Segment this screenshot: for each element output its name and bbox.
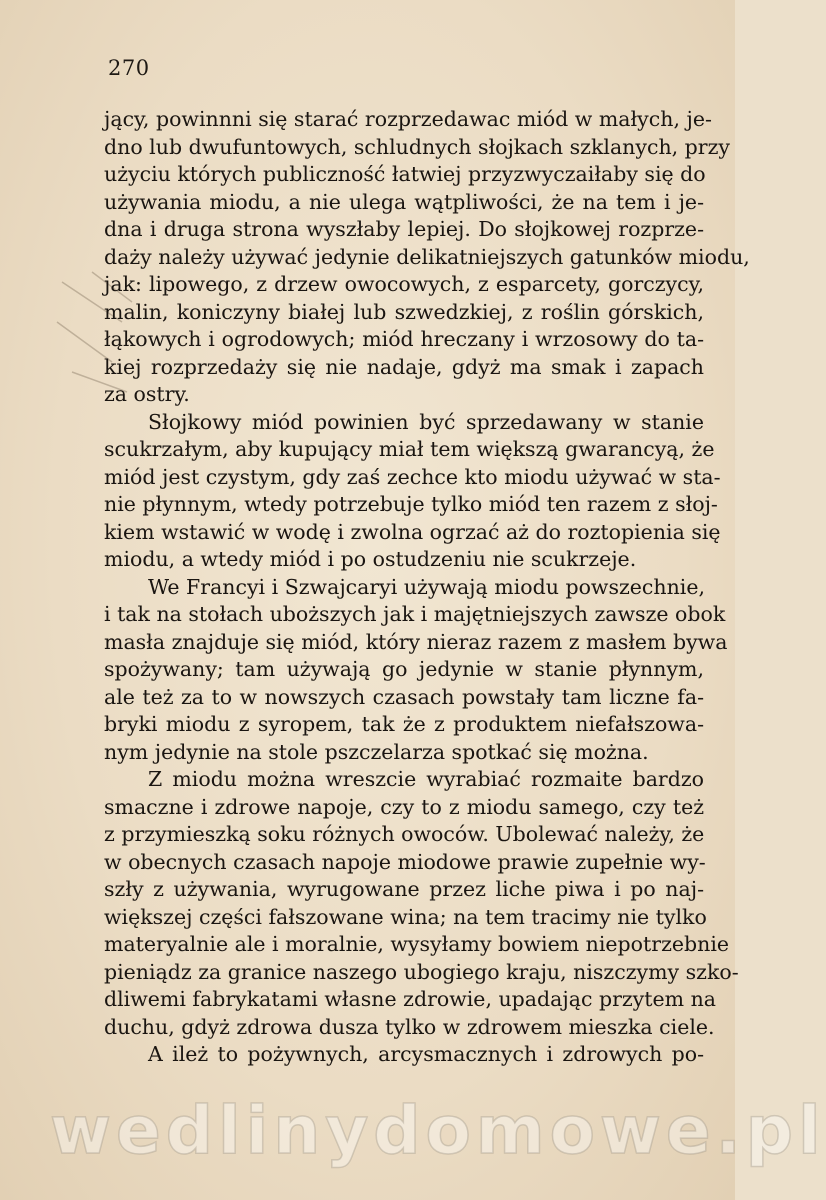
- text-line: materyalnie ale i moralnie, wysyłamy bowiem niepotrzebnie: [104, 932, 730, 956]
- text-line: jący, powinnni się starać rozprzedawac miód w małych, je-: [104, 107, 712, 131]
- body-text: [104, 106, 750, 1069]
- text-line: pieniądz za granice naszego ubogiego kraju, niszczymy szko-: [104, 959, 739, 984]
- text-line: w obecnych czasach napoje miodowe prawie zupełnie wy-: [104, 849, 706, 874]
- text-line: jak: lipowego, z drzew owocowych, z esparcety, gorczycy,: [104, 272, 704, 296]
- text-line: nie płynnym, wtedy potrzebuje tylko miód ten razem z słoj-: [104, 492, 718, 516]
- text-line: miodu, a wtedy miód i po ostudzeniu nie scukrzeje.: [104, 547, 637, 571]
- text-line: scukrzałym, aby kupujący miał tem większą gwarancyą, że: [104, 437, 715, 461]
- text-line: łąkowych i ogrodowych; miód hreczany i wrzosowy do ta-: [104, 327, 704, 351]
- text-line: i tak na stołach uboższych jak i majętniejszych zawsze obok: [104, 602, 726, 626]
- text-line: miód jest czystym, gdy zaś zechce kto miodu używać w sta-: [104, 464, 721, 489]
- text-line: We Francyi i Szwajcaryi używają miodu powszechnie,: [148, 574, 706, 599]
- text-line: większej części fałszowane wina; na tem tracimy nie tylko: [104, 904, 707, 929]
- text-line: ale też za to w nowszych czasach powstały tam liczne fa-: [104, 684, 704, 709]
- text-line: kiem wstawić w wodę i zwolna ogrzać aż do roztopienia się: [104, 519, 721, 544]
- text-line: smaczne i zdrowe napoje, czy to z miodu samego, czy też: [104, 794, 704, 819]
- text-line: spożywany; tam używają go jedynie w stanie płynnym,: [104, 657, 704, 681]
- text-line: malin, koniczyny białej lub szwedzkiej, z roślin górskich,: [104, 299, 704, 324]
- text-line: Z miodu można wreszcie wyrabiać rozmaite bardzo: [148, 767, 704, 791]
- text-line: bryki miodu z syropem, tak że z produktem niefałszowa-: [104, 712, 704, 736]
- text-line: dna i druga strona wyszłaby lepiej. Do słojkowej rozprze-: [104, 217, 704, 241]
- text-line: dno lub dwufuntowych, schludnych słojkach szklanych, przy: [104, 134, 730, 159]
- text-line: szły z używania, wyrugowane przez liche piwa i po naj-: [104, 877, 704, 901]
- text-line: A ileż to pożywnych, arcysmacznych i zdrowych po-: [148, 1042, 704, 1066]
- text-line: nym jedynie na stole pszczelarza spotkać się można.: [104, 739, 649, 764]
- text-line: kiej rozprzedaży się nie nadaje, gdyż ma smak i zapach: [104, 354, 704, 379]
- text-line: daży należy używać jedynie delikatniejszych gatunków miodu,: [104, 244, 750, 269]
- text-line: za ostry.: [104, 382, 190, 406]
- text-line: użyciu których publiczność łatwiej przyzwyczaiłaby się do: [104, 162, 706, 186]
- text-line: masła znajduje się miód, który nieraz razem z masłem bywa: [104, 629, 728, 654]
- text-line: duchu, gdyż zdrowa dusza tylko w zdrowem mieszka ciele.: [104, 1014, 715, 1039]
- watermark: wedlinydomowe.pl: [50, 1092, 826, 1169]
- text-line: używania miodu, a nie ulega wątpliwości, że na tem i je-: [104, 189, 704, 214]
- page-number: 270: [108, 56, 150, 80]
- text-line: Słojkowy miód powinien być sprzedawany w stanie: [148, 409, 704, 434]
- text-line: dliwemi fabrykatami własne zdrowie, upadając przytem na: [104, 987, 716, 1011]
- text-line: z przymieszką soku różnych owoców. Ubolewać należy, że: [104, 822, 705, 846]
